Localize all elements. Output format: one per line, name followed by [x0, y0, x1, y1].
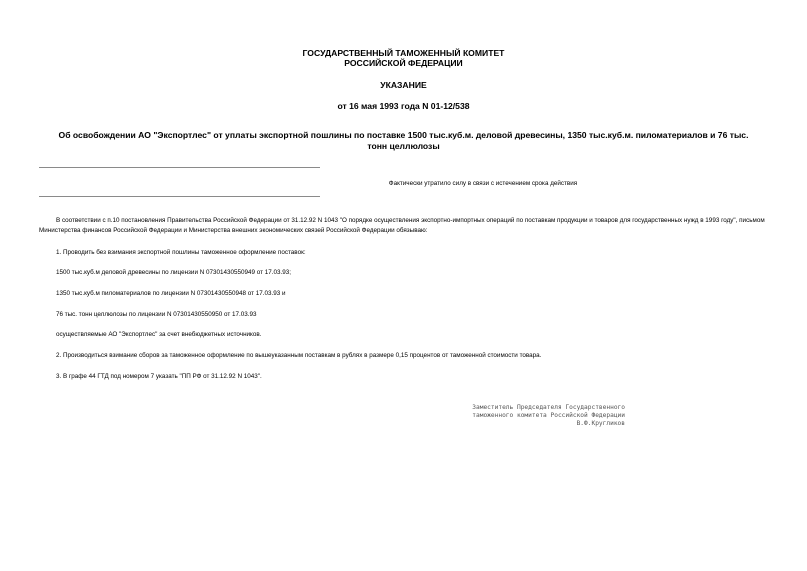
- item-1-timber: 1500 тыс.куб.м деловой древесины по лицензии N 07301430550949 от 17.03.93;: [56, 269, 292, 276]
- preamble-paragraph: В соответствии с п.10 постановления Правительства Российской Федерации от 31.12.92 N 1043 "О порядке осуществления экспортно-импортных операций по поставкам продукции и товаров для государственных нужд в 1993 году", письмом Министерства финансов Российской Федерации и Министерства внешних экономических связей Российской Федерации обязываю:: [39, 217, 765, 234]
- divider-bottom: [39, 196, 320, 197]
- issuing-organization-line2: РОССИЙСКОЙ ФЕДЕРАЦИИ: [344, 58, 463, 68]
- document-title-line1: Об освобождении АО "Экспортлес" от уплаты экспортной пошлины по поставке 1500 тыс.куб.м. деловой древесины, 1350 тыс.куб.м. пиломатериалов и 76 тыс.: [58, 130, 749, 140]
- item-2: 2. Производиться взимание сборов за таможенное оформление по вышеуказанным поставкам в рублях в размере 0,15 процентов от таможенной стоимости товара.: [56, 352, 542, 359]
- item-1-cellulose: 76 тыс. тонн целлюлозы по лицензии N 07301430550950 от 17.03.93: [56, 311, 257, 318]
- document-date-number: от 16 мая 1993 года N 01-12/538: [337, 101, 470, 111]
- status-note: Фактически утратило силу в связи с истечением срока действия: [388, 180, 578, 187]
- item-1-funding: осуществляемые АО "Экспортлес" за счет внебюджетных источников.: [56, 331, 262, 338]
- divider-top: [39, 167, 320, 168]
- document-title-line2: тонн целлюлозы: [367, 141, 440, 151]
- item-1-lumber: 1350 тыс.куб.м пиломатериалов по лицензии N 07301430550948 от 17.03.93 и: [56, 290, 286, 297]
- item-1: 1. Проводить без взимания экспортной пошлины таможенное оформление поставок:: [56, 249, 306, 256]
- signature-position-line2: таможенного комитета Российской Федерации: [472, 412, 625, 419]
- signature-block: [420, 404, 625, 428]
- item-3: 3. В графе 44 ГТД под номером 7 указать "ПП РФ от 31.12.92 N 1043".: [56, 373, 262, 380]
- document-title: [30, 130, 777, 152]
- signature-position-line1: Заместитель Председателя Государственного: [472, 404, 625, 411]
- signature-name: В.Ф.Кругликов: [576, 420, 625, 427]
- issuing-organization-line1: ГОСУДАРСТВЕННЫЙ ТАМОЖЕННЫЙ КОМИТЕТ: [302, 48, 505, 58]
- document-type: УКАЗАНИЕ: [380, 80, 427, 90]
